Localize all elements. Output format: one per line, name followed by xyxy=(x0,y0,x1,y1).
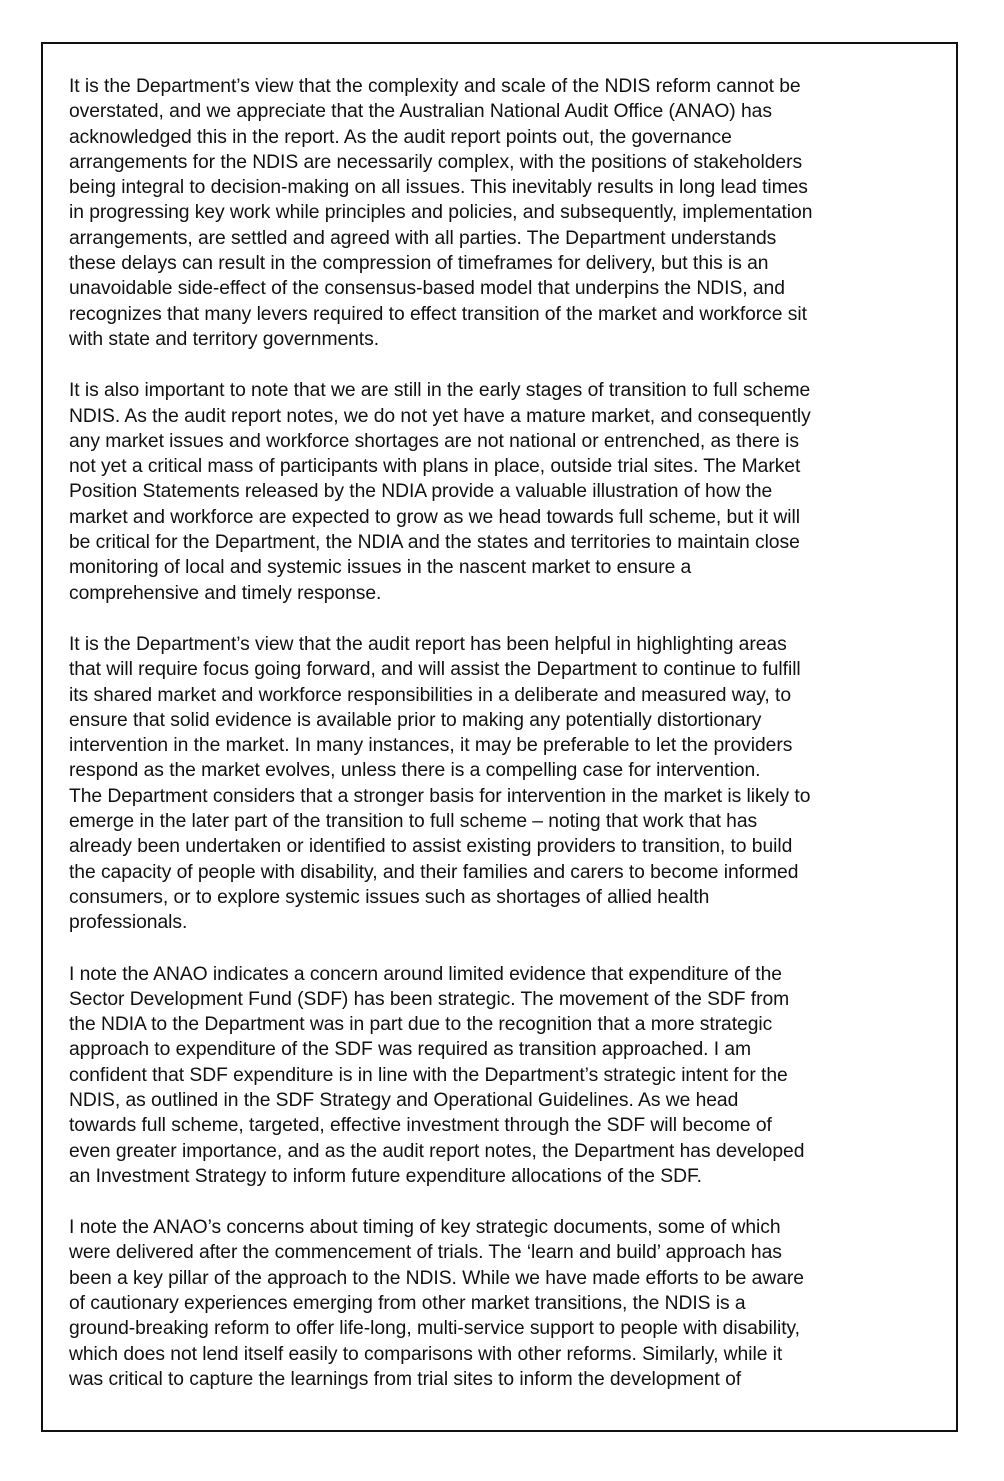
text-line: the NDIA to the Department was in part due to the recognition that a more strategic xyxy=(69,1014,773,1036)
text-line: were delivered after the commencement of trials. The ‘learn and build’ approach has xyxy=(69,1242,782,1264)
text-line: overstated, and we appreciate that the Australian National Audit Office (ANAO) has xyxy=(69,101,772,123)
text-line: unavoidable side-effect of the consensus-based model that underpins the NDIS, and xyxy=(69,278,785,300)
text-line: comprehensive and timely response. xyxy=(69,582,382,604)
text-line: being integral to decision-making on all issues. This inevitably results in long lead times xyxy=(69,177,808,199)
text-line: towards full scheme, targeted, effective investment through the SDF will become of xyxy=(69,1115,772,1137)
text-line: recognizes that many levers required to effect transition of the market and workforce sit xyxy=(69,303,807,325)
letter-body xyxy=(69,74,949,1418)
text-line: NDIS. As the audit report notes, we do not yet have a mature market, and consequently xyxy=(69,405,811,427)
text-line: arrangements for the NDIS are necessarily complex, with the positions of stakeholders xyxy=(69,151,803,173)
text-line: monitoring of local and systemic issues in the nascent market to ensure a xyxy=(69,557,692,579)
text-line: respond as the market evolves, unless there is a compelling case for intervention. xyxy=(69,760,761,782)
text-line: consumers, or to explore systemic issues such as shortages of allied health xyxy=(69,886,710,908)
text-line: arrangements, are settled and agreed with all parties. The Department understands xyxy=(69,227,777,249)
text-line: Position Statements released by the NDIA provide a valuable illustration of how the xyxy=(69,481,773,503)
text-line: already been undertaken or identified to assist existing providers to transition, to build xyxy=(69,836,793,858)
paragraph-early-stages xyxy=(69,378,949,606)
text-line: not yet a critical mass of participants with plans in place, outside trial sites. The Market xyxy=(69,456,801,478)
text-line: professionals. xyxy=(69,912,188,934)
text-line: was critical to capture the learnings from trial sites to inform the development of xyxy=(69,1368,742,1390)
text-line: market and workforce are expected to grow as we head towards full scheme, but it will xyxy=(69,506,800,528)
text-line: NDIS, as outlined in the SDF Strategy and Operational Guidelines. As we head xyxy=(69,1089,739,1111)
text-line: in progressing key work while principles and policies, and subsequently, implementation xyxy=(69,202,813,224)
text-line: Sector Development Fund (SDF) has been strategic. The movement of the SDF from xyxy=(69,988,790,1010)
text-line: It is the Department’s view that the audit report has been helpful in highlighting areas xyxy=(69,633,787,655)
paragraph-audit-helpful xyxy=(69,632,949,936)
text-line: even greater importance, and as the audit report notes, the Department has developed xyxy=(69,1140,805,1162)
text-line: It is also important to note that we are still in the early stages of transition to full scheme xyxy=(69,380,811,402)
text-line: its shared market and workforce responsibilities in a deliberate and measured way, to xyxy=(69,684,792,706)
text-line: with state and territory governments. xyxy=(69,328,380,350)
text-line: these delays can result in the compression of timeframes for delivery, but this is an xyxy=(69,253,769,275)
text-line: The Department considers that a stronger basis for intervention in the market is likely to xyxy=(69,785,811,807)
text-line: emerge in the later part of the transition to full scheme – noting that work that has xyxy=(69,811,758,833)
text-line: I note the ANAO indicates a concern around limited evidence that expenditure of the xyxy=(69,963,782,985)
text-line: any market issues and workforce shortages are not national or entrenched, as there is xyxy=(69,430,799,452)
text-line: of cautionary experiences emerging from other market transitions, the NDIS is a xyxy=(69,1293,746,1315)
text-line: the capacity of people with disability, and their families and carers to become informed xyxy=(69,861,799,883)
text-line: I note the ANAO’s concerns about timing of key strategic documents, some of which xyxy=(69,1217,781,1239)
text-line: that will require focus going forward, and will assist the Department to continue to fulfill xyxy=(69,659,801,681)
text-line: It is the Department’s view that the complexity and scale of the NDIS reform cannot be xyxy=(69,76,801,97)
text-line: which does not lend itself easily to comparisons with other reforms. Similarly, while it xyxy=(69,1343,783,1365)
paragraph-sdf-expenditure xyxy=(69,962,949,1190)
text-line: confident that SDF expenditure is in line with the Department’s strategic intent for the xyxy=(69,1064,788,1086)
text-line: approach to expenditure of the SDF was required as transition approached. I am xyxy=(69,1039,752,1061)
paragraph-complexity xyxy=(69,74,949,352)
text-line: ground-breaking reform to offer life-long, multi-service support to people with disability, xyxy=(69,1318,800,1340)
text-line: intervention in the market. In many instances, it may be preferable to let the providers xyxy=(69,735,793,757)
text-line: been a key pillar of the approach to the NDIS. While we have made efforts to be aware xyxy=(69,1267,804,1289)
paragraph-strategic-documents xyxy=(69,1215,949,1392)
text-line: be critical for the Department, the NDIA and the states and territories to maintain close xyxy=(69,532,800,554)
text-line: acknowledged this in the report. As the audit report points out, the governance xyxy=(69,126,732,148)
text-line: an Investment Strategy to inform future expenditure allocations of the SDF. xyxy=(69,1165,702,1187)
text-line: ensure that solid evidence is available prior to making any potentially distortionary xyxy=(69,709,762,731)
document-frame xyxy=(41,42,958,1432)
